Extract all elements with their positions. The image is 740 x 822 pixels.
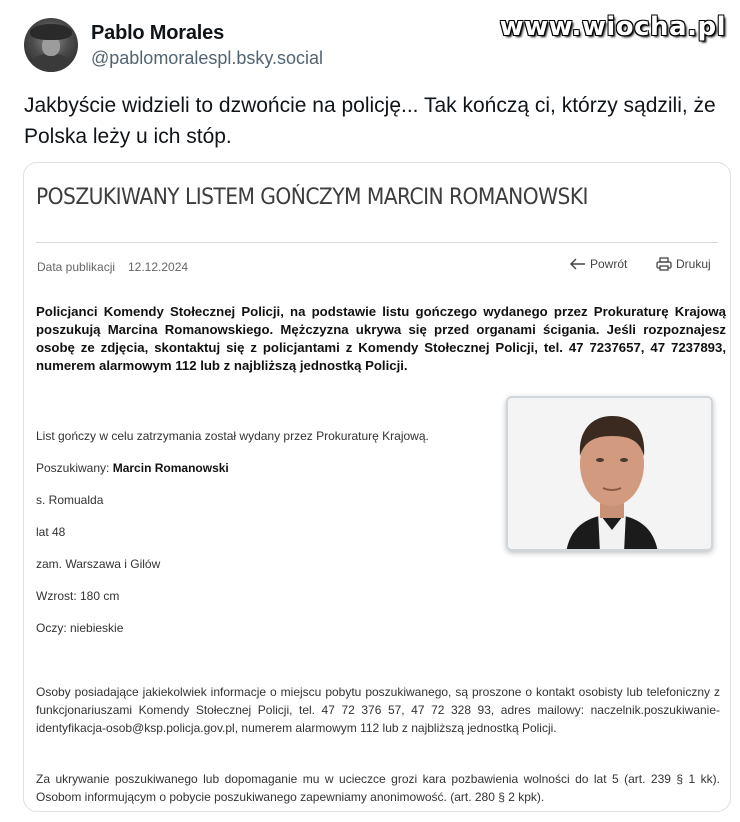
printer-icon [656,257,672,271]
arrow-left-icon [570,258,586,270]
contact-paragraph: Osoby posiadające jakiekolwiek informacje o miejscu pobytu poszukiwanego, są proszone o kontakt osobisty lub telefoniczny z funkcjonariuszami Komendy Stołecznej Policji, tel. 47 72 376 57, 47 72 328 93, adres mailowy: naczelnik.poszukiwanie-identyfikacja-osob@ksp.policja.gov.pl, numerem alarmowym 112 lub z najbliższą jednostką Policji. [36,685,720,735]
father-name: s. Romualda [36,493,104,507]
wanted-label: Poszukiwany: [36,461,110,475]
post-header [24,18,323,72]
divider [36,242,718,243]
wanted-person-photo [506,396,713,551]
back-button[interactable] [570,257,627,271]
residence: zam. Warszawa i Gilów [36,557,161,571]
publication-date: 12.12.2024 [128,260,189,274]
embedded-screenshot-card[interactable] [23,162,731,812]
height: Wzrost: 180 cm [36,589,120,603]
warrant-info: List gończy w celu zatrzymania został wydany przez Prokuraturę Krajową. [36,429,429,443]
post-text: Jakbyście widzieli to dzwońcie na policję... Tak kończą ci, którzy sądzili, że Polska leży u ich stóp. [24,94,716,148]
author-info [91,22,323,69]
page-title: POSZUKIWANY LISTEM GOŃCZYM MARCIN ROMANOWSKI [36,185,588,210]
wanted-line [36,461,229,475]
print-button[interactable] [656,257,711,271]
eye-color: Oczy: niebieskie [36,621,124,635]
age: lat 48 [36,525,66,539]
watermark: www.wiocha.pl [499,12,726,42]
avatar[interactable] [24,18,78,72]
lead-paragraph: Policjanci Komendy Stołecznej Policji, na podstawie listu gończego wydanego przez Prokuraturę Krajową poszukują Marcina Romanowskiego. Mężczyzna ukrywa się przed organami ścigania. Jeśli rozpoznajesz osobę ze zdjęcia, skontaktuj się z policjantami z Komendy Stołecznej Policji, tel. 47 7237657, 47 7237893, numerem alarmowym 112 lub z najbliższą jednostką Policji. [36,304,726,373]
penalty-paragraph: Za ukrywanie poszukiwanego lub dopomaganie mu w ucieczce grozi kara pozbawienia wolności do lat 5 (art. 239 § 1 kk). Osobom informującym o pobycie poszukiwanego zapewniamy anonimowość. (art. 280 § 2 kpk). [36,772,720,804]
display-name[interactable]: Pablo Morales [91,21,224,44]
wanted-name: Marcin Romanowski [112,461,229,475]
handle[interactable]: @pablomoralespl.bsky.social [91,47,324,68]
publication-label: Data publikacji [37,260,116,274]
back-button-label: Powrót [590,257,628,271]
print-button-label: Drukuj [676,257,711,271]
